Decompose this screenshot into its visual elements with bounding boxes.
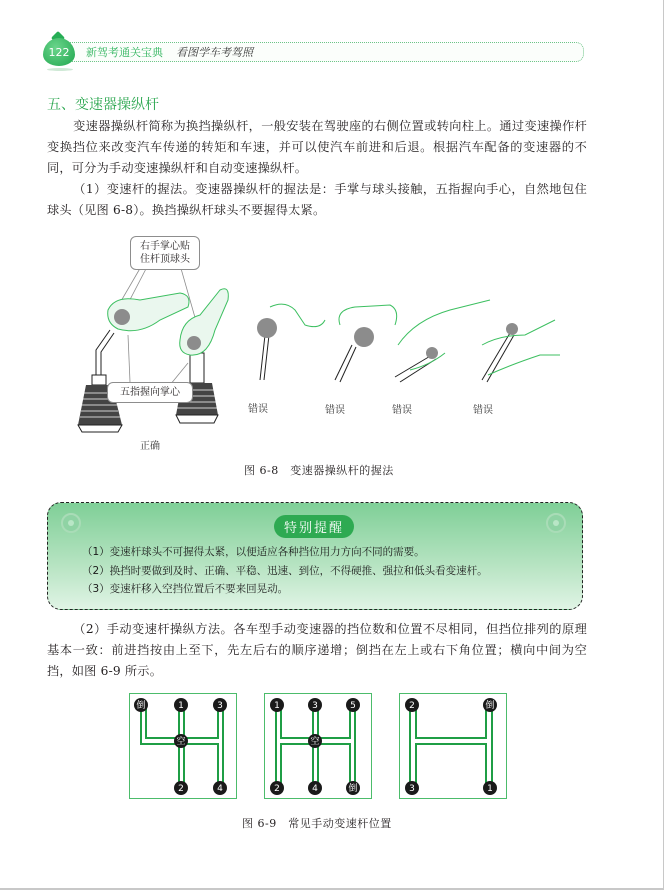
ornament-icon xyxy=(546,513,566,533)
svg-text:倒: 倒 xyxy=(348,784,358,794)
paragraph-text: 变速器操纵杆简称为换挡操纵杆，一般安装在驾驶座的右侧位置或转向柱上。通过变速操作杆变换挡位来改变汽车传递的转矩和车速，并可以使汽车前进和后退。根据汽车配备的变速器的不同，可分为手动变速操纵杆和自动变速操纵杆。 xyxy=(47,119,587,175)
svg-text:3: 3 xyxy=(409,784,415,794)
svg-text:4: 4 xyxy=(312,784,318,794)
paragraph-text: （2）手动变速杆操纵方法。各车型手动变速器的挡位数和位置不尽相同，但挡位排列的原理基本一致：前进挡按由上至下，先左后右的顺序递增；倒挡在左上或右下角位置；横向中间为空挡，如图 6-9 所示。 xyxy=(47,622,587,678)
label-wrong-4: 错误 xyxy=(473,405,493,416)
svg-text:倒: 倒 xyxy=(136,701,146,711)
paragraph-manual-shift xyxy=(47,619,587,682)
svg-text:2: 2 xyxy=(274,784,280,794)
svg-text:倒: 倒 xyxy=(485,701,495,711)
callout-fingers: 五指握向掌心 xyxy=(107,382,193,403)
section-title: 五、变速器操纵杆 xyxy=(47,97,159,113)
svg-text:3: 3 xyxy=(312,701,318,711)
svg-text:5: 5 xyxy=(350,701,356,711)
gear-pattern-4-speed xyxy=(129,693,237,799)
badge-shadow xyxy=(47,68,73,71)
svg-text:2: 2 xyxy=(178,784,184,794)
tips-list xyxy=(82,543,488,599)
book-title: 新驾考通关宝典 xyxy=(86,46,163,59)
label-wrong-1: 错误 xyxy=(248,404,268,415)
gear-pattern-5-speed xyxy=(264,693,372,799)
svg-text:空: 空 xyxy=(310,737,320,747)
paragraph-grip xyxy=(47,179,587,221)
figure-gear-grip xyxy=(70,225,570,455)
callout-palm: 右手掌心贴住杆顶球头 xyxy=(130,236,200,270)
svg-text:1: 1 xyxy=(274,701,280,711)
svg-text:3: 3 xyxy=(217,701,223,711)
tip-item: （1）变速杆球头不可握得太紧，以便适应各种挡位用力方向不同的需要。 xyxy=(82,546,425,558)
figure-caption-6-8: 图 6-8 变速器操纵杆的握法 xyxy=(244,464,394,477)
page-number-badge: 122 xyxy=(43,38,75,66)
gear-pattern-3-speed xyxy=(399,693,507,799)
paragraph-text: （1）变速杆的握法。变速器操纵杆的握法是：手掌与球头接触，五指握向手心，自然地包住球头（见图 6-8）。换挡操纵杆球头不要握得太紧。 xyxy=(47,182,587,217)
label-wrong-2: 错误 xyxy=(325,405,345,416)
label-correct: 正确 xyxy=(140,441,160,452)
book-subtitle: 看图学车考驾照 xyxy=(176,46,253,59)
special-reminder-box xyxy=(47,502,583,610)
svg-text:1: 1 xyxy=(178,701,184,711)
figure-caption-6-9: 图 6-9 常见手动变速杆位置 xyxy=(242,817,392,830)
tip-item: （3）变速杆移入空挡位置后不要来回晃动。 xyxy=(82,583,289,595)
tip-item: （2）换挡时要做到及时、正确、平稳、迅速、到位，不得硬推、强拉和低头看变速杆。 xyxy=(82,564,488,577)
ornament-icon xyxy=(61,513,81,533)
svg-text:空: 空 xyxy=(176,737,186,747)
tips-title: 特别提醒 xyxy=(274,515,354,538)
svg-text:1: 1 xyxy=(487,784,493,794)
paragraph-intro xyxy=(47,116,587,179)
label-wrong-3: 错误 xyxy=(392,405,412,416)
svg-text:4: 4 xyxy=(217,784,223,794)
svg-text:2: 2 xyxy=(409,701,415,711)
